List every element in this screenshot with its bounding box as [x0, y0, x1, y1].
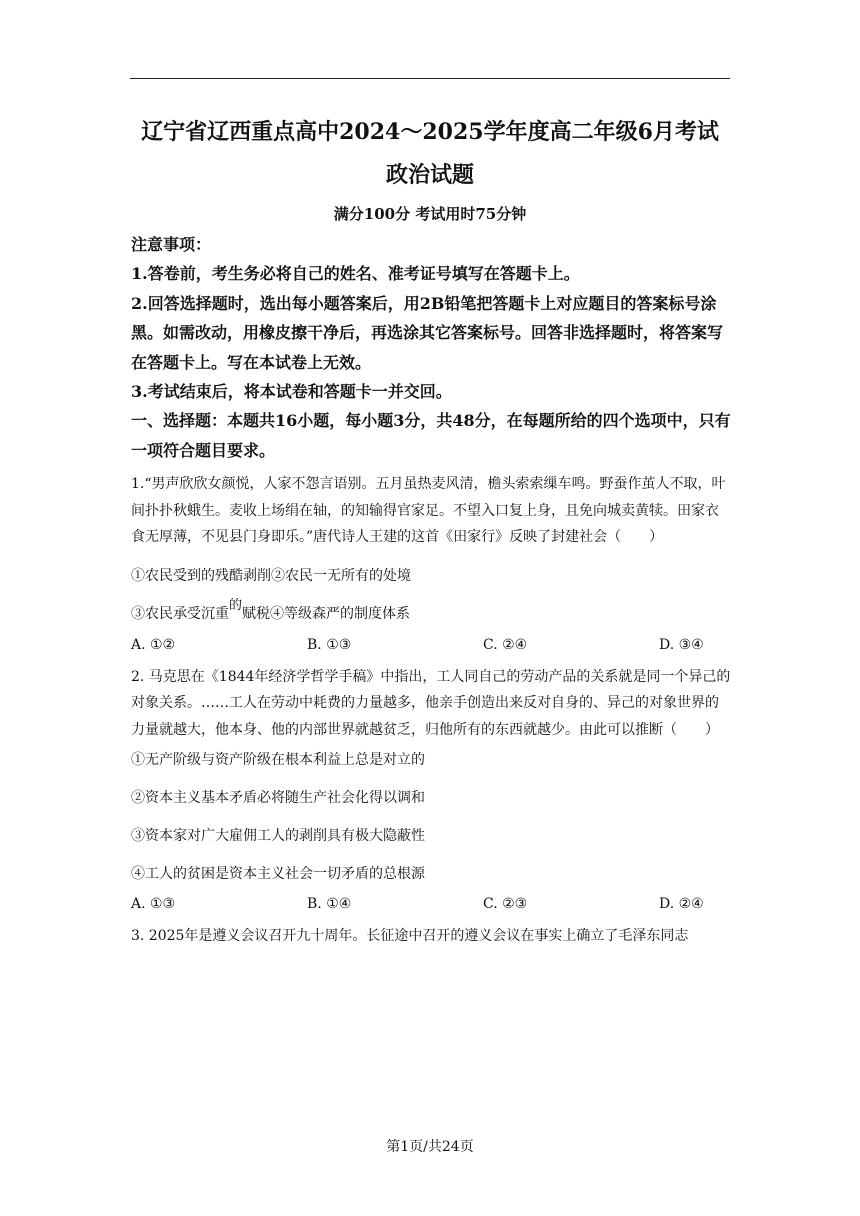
question-1-statement: ①农民受到的残酷剥削②农民一无所有的处境: [131, 567, 411, 584]
exam-info: 满分100分 考试用时75分钟: [333, 205, 527, 223]
raised-char: 的: [229, 597, 243, 613]
statement-text: ③农民承受沉重: [131, 605, 229, 622]
notice-item: 2.回答选择题时，选出每小题答案后，用2B铅笔把答题卡上对应题目的答案标号涂黑。如需改动，用橡皮擦干净后，再选涂其它答案标号。回答非选择题时，将答案写在答题卡上。写在本试卷上无效。: [131, 293, 724, 372]
question-2-statement: ③资本家对广大雇佣工人的剥削具有极大隐蔽性: [131, 828, 425, 845]
question-2-statement: ②资本主义基本矛盾必将随生产社会化得以调和: [131, 790, 425, 807]
notice-item: 3.考试结束后，将本试卷和答题卡一并交回。: [131, 382, 452, 402]
question-2-stem: 2. 马克思在《1844年经济学哲学手稿》中指出，工人同自己的劳动产品的关系就是同一个异己的对象关系。……工人在劳动中耗费的力量越多，他亲手创造出来反对自身的、异己的对象世界的力量就越大，他本身、他的内部世界就越贫乏，归他所有的东西就越少。由此可以推断（ ）: [131, 668, 731, 738]
question-2-statement: ④工人的贫困是资本主义社会一切矛盾的总根源: [131, 866, 425, 883]
choice-d: D. ②④: [659, 896, 704, 913]
exam-body: [131, 230, 731, 950]
page-number: 第1页/共24页: [386, 1139, 474, 1155]
statement-text: 赋税④等级森严的制度体系: [242, 605, 411, 622]
question-2-choices: [131, 891, 731, 917]
notice-item: 1.答卷前，考生务必将自己的姓名、准考证号填写在答题卡上。: [131, 264, 580, 284]
choice-b: B. ①③: [307, 636, 352, 653]
question-1-stem: 1.“男声欣欣女颜悦，人家不怨言语别。五月虽热麦风清，檐头索索缫车鸣。野蚕作茧人不取，叶间扑扑秋蛾生。麦收上场绢在轴，的知输得官家足。不望入口复上身，且免向城卖黄犊。田家衣食无厚薄，不见县门身即乐。”唐代诗人王建的这首《田家行》反映了封建社会（ ）: [131, 476, 726, 546]
question-2-statement: ①无产阶级与资产阶级在根本利益上总是对立的: [131, 752, 425, 769]
choice-c: C. ②③: [483, 896, 528, 913]
notice-heading: 注意事项：: [131, 235, 212, 254]
choice-a: A. ①②: [131, 636, 176, 653]
question-1-choices: [131, 632, 731, 658]
top-rule: [130, 78, 730, 79]
choice-a: A. ①③: [131, 896, 176, 913]
choice-b: B. ①④: [307, 896, 352, 913]
question-1-statement: [131, 597, 731, 628]
question-3-stem: 3. 2025年是遵义会议召开九十周年。长征途中召开的遵义会议在事实上确立了毛泽东同志: [131, 928, 689, 945]
subject-title: 政治试题: [385, 162, 474, 188]
choice-c: C. ②④: [483, 636, 528, 653]
choice-d: D. ③④: [659, 636, 704, 653]
exam-title: 辽宁省辽西重点高中2024～2025学年度高二年级6月考试: [141, 119, 719, 145]
section-heading: 一、选择题：本题共16小题，每小题3分，共48分，在每题所给的四个选项中，只有一项符合题目要求。: [131, 411, 731, 460]
